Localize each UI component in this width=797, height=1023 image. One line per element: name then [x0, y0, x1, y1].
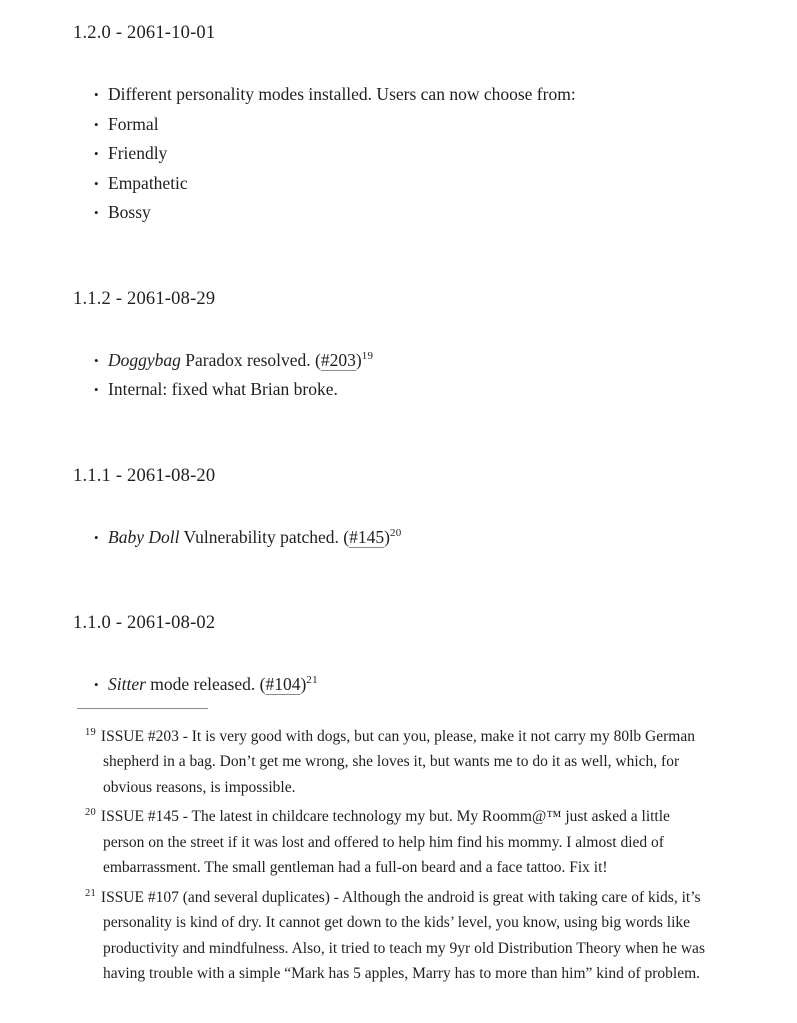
version-heading: 1.1.2 - 2061-08-29 [73, 288, 216, 309]
change-text: Formal [108, 113, 159, 134]
change-list [73, 670, 705, 700]
version-heading: 1.2.0 - 2061-10-01 [73, 23, 216, 43]
footnote-19 [73, 724, 705, 801]
list-item [73, 110, 705, 140]
feature-name: Doggybag [108, 349, 181, 370]
change-list [73, 346, 705, 405]
list-item [73, 346, 705, 376]
feature-name: Sitter [108, 674, 146, 694]
change-text: Bossy [108, 202, 151, 222]
footnote-separator [77, 708, 208, 709]
change-text: Internal: fixed what Brian broke. [108, 379, 338, 399]
footnote-marker-20: 20 [85, 807, 96, 818]
change-text: ) [384, 526, 390, 547]
issue-link-145[interactable]: #145 [349, 526, 385, 547]
change-text: Empathetic [108, 172, 188, 193]
footnote-21 [73, 885, 705, 987]
changelog-section-1-1-1 [73, 465, 705, 553]
footnote-ref-19: 19 [361, 349, 374, 362]
footnote-text: ISSUE #107 (and several duplicates) - Although the android is great with taking care of kids, it’s personality is kind of dry. It cannot get down to the kids’ level, you know, using big words like productivity and mindfulness. Also, it tried to teach my 9yr old Distribution Theory when he was having trouble with a simple “Mark has 5 apples, Marry has to more than him” kind of problem. [100, 888, 705, 982]
footnotes-block [73, 724, 705, 987]
footnote-ref-21: 21 [306, 674, 318, 686]
footnote-20 [73, 804, 705, 881]
issue-link-104[interactable]: #104 [265, 674, 301, 694]
version-heading: 1.1.1 - 2061-08-20 [73, 465, 216, 486]
changelog-section-1-2-0 [73, 22, 705, 228]
changelog-section-1-1-0 [73, 612, 705, 700]
feature-name: Baby Doll [108, 526, 180, 547]
list-item [73, 139, 705, 169]
footnote-text: ISSUE #145 - The latest in childcare technology my but. My Roomm@™ just asked a little person on the street if it was lost and offered to help him find his mommy. I almost died of embarrassment. The small gentleman had a full-on beard and a face tattoo. Fix it! [100, 808, 670, 876]
list-item [73, 80, 705, 110]
version-heading: 1.1.0 - 2061-08-02 [73, 613, 216, 633]
footnote-marker-21: 21 [85, 887, 96, 899]
change-text: Paradox resolved. ( [180, 349, 321, 370]
list-item [73, 670, 705, 700]
change-list [73, 80, 705, 228]
footnote-text: ISSUE #203 - It is very good with dogs, but can you, please, make it not carry my 80lb German shepherd in a bag. Don’t get me wrong, she loves it, but wants me to do it as well, which, for obvious reasons, is impossible. [100, 727, 695, 796]
change-text: ) [355, 349, 362, 370]
change-text: mode released. ( [145, 674, 266, 694]
list-item [73, 375, 705, 405]
list-item [73, 523, 705, 553]
change-text: Vulnerability patched. ( [179, 526, 350, 547]
list-item [73, 198, 705, 228]
change-list [73, 523, 705, 553]
issue-link-203[interactable]: #203 [320, 349, 356, 370]
change-text: Friendly [108, 143, 168, 163]
change-text: Different personality modes installed. Users can now choose from: [108, 84, 576, 104]
list-item [73, 169, 705, 199]
footnote-marker-19: 19 [85, 726, 96, 738]
changelog-section-1-1-2 [73, 288, 705, 405]
footnote-ref-20: 20 [389, 526, 402, 539]
change-text: ) [300, 674, 307, 694]
